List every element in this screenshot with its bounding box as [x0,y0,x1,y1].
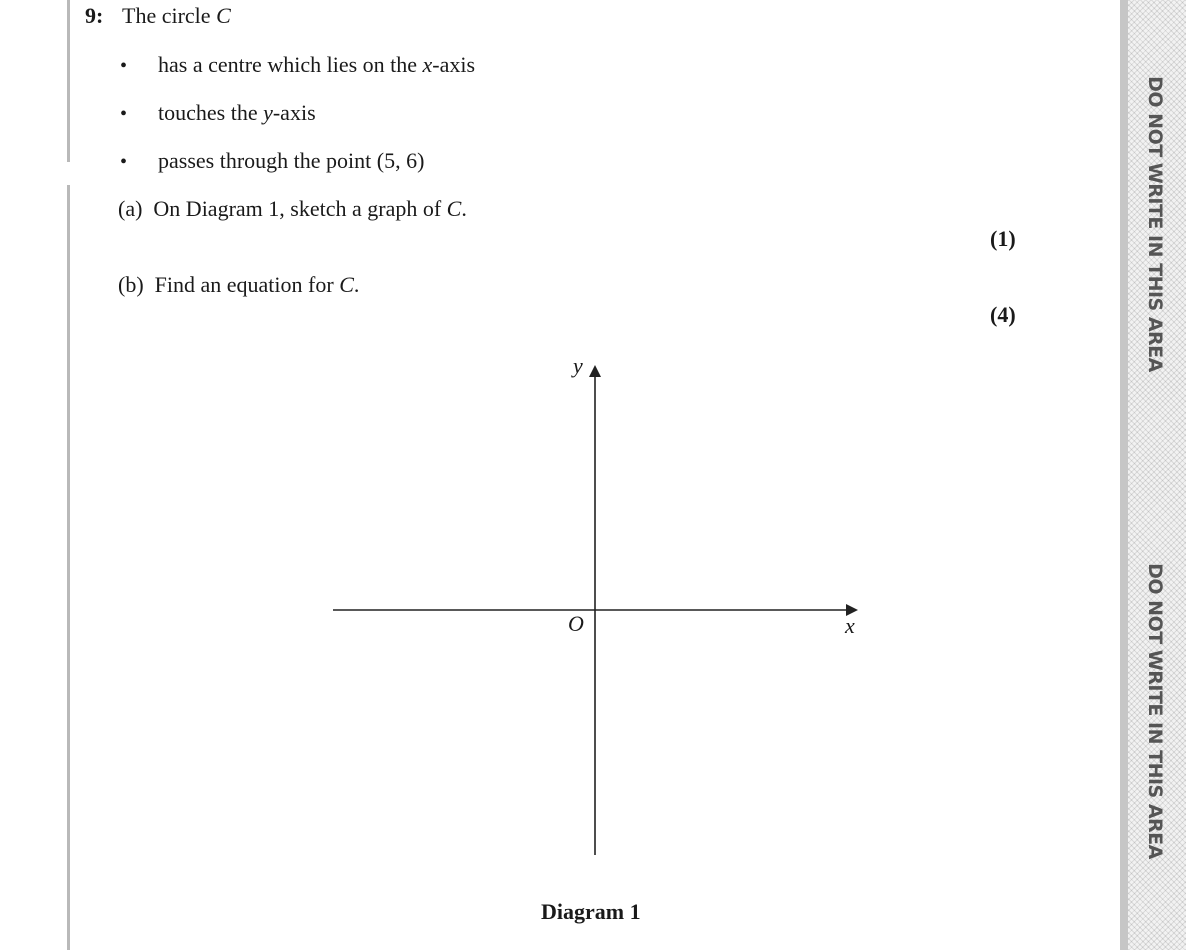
condition-touches-y-axis: touches the y-axis [158,100,316,125]
axes-drawing [325,355,870,865]
part-b-marks: (4) [990,302,1016,327]
y-axis-label: y [573,353,583,378]
margin-rule-bottom [67,185,70,950]
diagram-1-axes[interactable] [325,355,870,865]
x-axis-label: x [845,613,855,638]
bullet-icon: • [120,103,128,125]
question-stem: The circle C [122,3,231,28]
part-a-marks: (1) [990,226,1016,251]
part-a-text: (a) On Diagram 1, sketch a graph of C. [118,196,467,221]
bullet-icon: • [120,151,128,173]
part-b-text: (b) Find an equation for C. [118,272,360,297]
do-not-write-warning-top: DO NOT WRITE IN THIS AREA [1144,76,1166,372]
do-not-write-warning-bottom: DO NOT WRITE IN THIS AREA [1144,563,1166,859]
origin-label: O [568,611,584,636]
margin-rule-top [67,0,70,162]
bullet-icon: • [120,55,128,77]
y-axis-arrowhead [589,365,601,377]
condition-passes-through-point: passes through the point (5, 6) [158,148,425,173]
condition-centre-on-x-axis: has a centre which lies on the x-axis [158,52,476,77]
question-number: 9: [85,3,104,28]
diagram-caption: Diagram 1 [541,899,641,924]
